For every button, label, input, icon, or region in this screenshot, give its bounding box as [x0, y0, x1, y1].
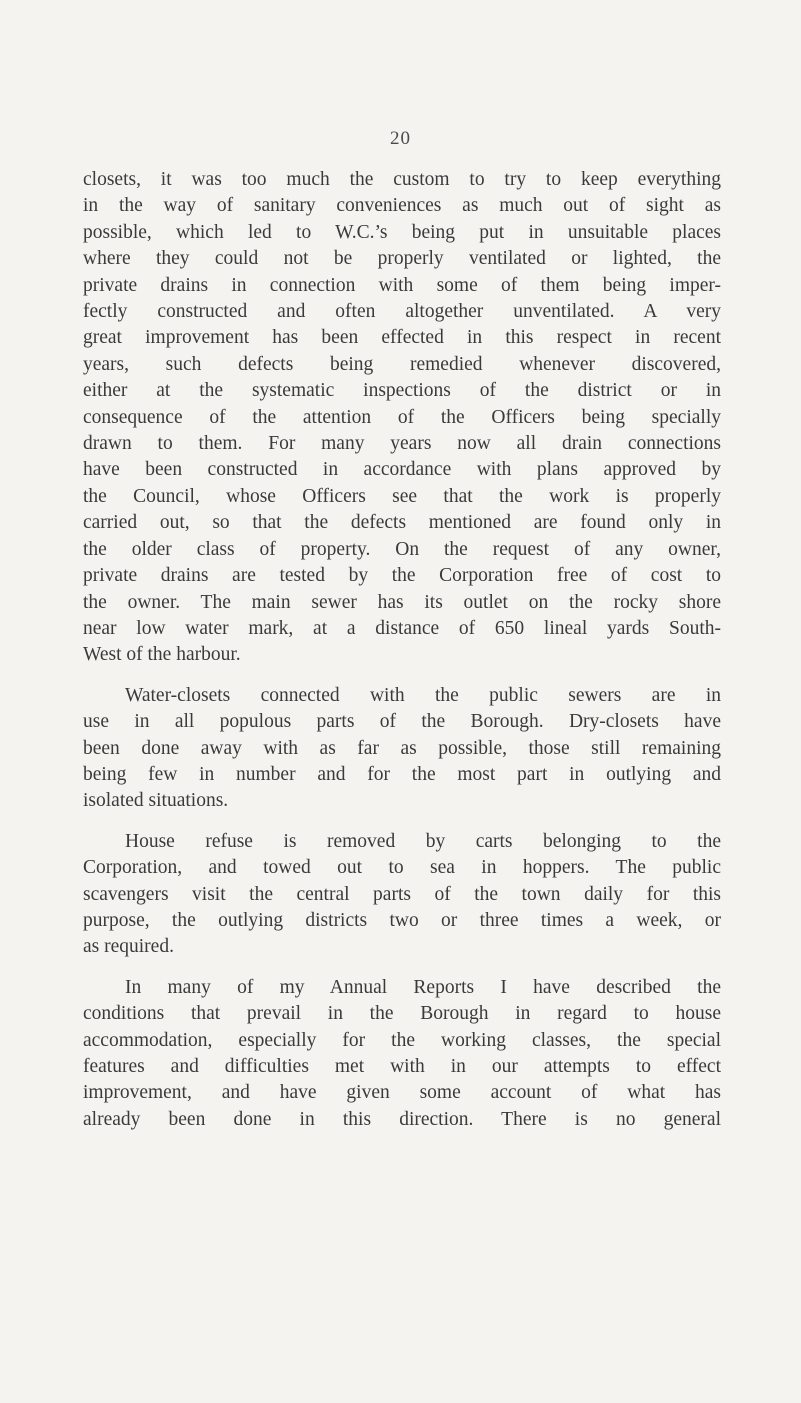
text-line: scavengers visit the central parts of the town daily for this — [83, 883, 721, 905]
text-line: carried out, so that the defects mentioned are found only in — [83, 512, 721, 534]
text-line: been done away with as far as possible, those still remaining — [83, 737, 721, 759]
text-line: great improvement has been effected in this respect in recent — [83, 327, 721, 349]
text-line: have been constructed in accordance with plans approved by — [83, 459, 721, 481]
text-line: the older class of property. On the request of any owner, — [83, 538, 721, 560]
paragraph-water-closets — [83, 683, 721, 815]
text-line: the owner. The main sewer has its outlet on the rocky shore — [83, 591, 721, 613]
text-line: where they could not be properly ventilated or lighted, the — [83, 248, 721, 270]
text-line: being few in number and for the most part in outlying and — [83, 763, 721, 785]
text-line: West of the harbour. — [83, 644, 241, 666]
text-line: either at the systematic inspections of the district or in — [83, 380, 721, 402]
text-line: House refuse is removed by carts belonging to the — [125, 830, 721, 852]
text-line: in the way of sanitary conveniences as much out of sight as — [83, 195, 721, 217]
text-line: accommodation, especially for the working classes, the special — [83, 1029, 721, 1051]
text-line: features and difficulties met with in our attempts to effect — [83, 1056, 721, 1077]
text-line: purpose, the outlying districts two or three times a week, or — [83, 909, 721, 931]
text-line: the Council, whose Officers see that the work is properly — [83, 485, 721, 507]
body-text — [83, 167, 721, 1133]
text-line: Water-closets connected with the public sewers are in — [125, 684, 721, 706]
text-line: private drains are tested by the Corporation free of cost to — [83, 565, 721, 587]
text-line: consequence of the attention of the Officers being specially — [83, 406, 721, 428]
paragraph-drains — [83, 167, 721, 669]
text-line: fectly constructed and often altogether unventilated. A very — [83, 301, 721, 323]
text-line: conditions that prevail in the Borough in regard to house — [83, 1003, 721, 1025]
text-line: isolated situations. — [83, 790, 229, 812]
text-line: near low water mark, at a distance of 650 lineal yards South- — [83, 617, 721, 639]
page-number: 20 — [390, 128, 411, 149]
text-line: already been done in this direction. There is no general — [83, 1108, 721, 1130]
paragraph-housing — [83, 975, 721, 1133]
text-line: In many of my Annual Reports I have described the — [125, 976, 721, 998]
text-line: Corporation, and towed out to sea in hoppers. The public — [83, 857, 721, 879]
text-line: improvement, and have given some account of what has — [83, 1082, 721, 1104]
text-line: closets, it was too much the custom to try to keep everything — [83, 169, 721, 190]
text-line: possible, which led to W.C.’s being put in unsuitable places — [83, 221, 721, 243]
text-line: use in all populous parts of the Borough. Dry-closets have — [83, 711, 721, 733]
text-line: years, such defects being remedied whenever discovered, — [83, 353, 721, 375]
text-line: as required. — [83, 936, 174, 958]
text-line: drawn to them. For many years now all drain connections — [83, 433, 721, 455]
text-line: private drains in connection with some of them being imper- — [83, 274, 721, 296]
paragraph-house-refuse — [83, 829, 721, 961]
